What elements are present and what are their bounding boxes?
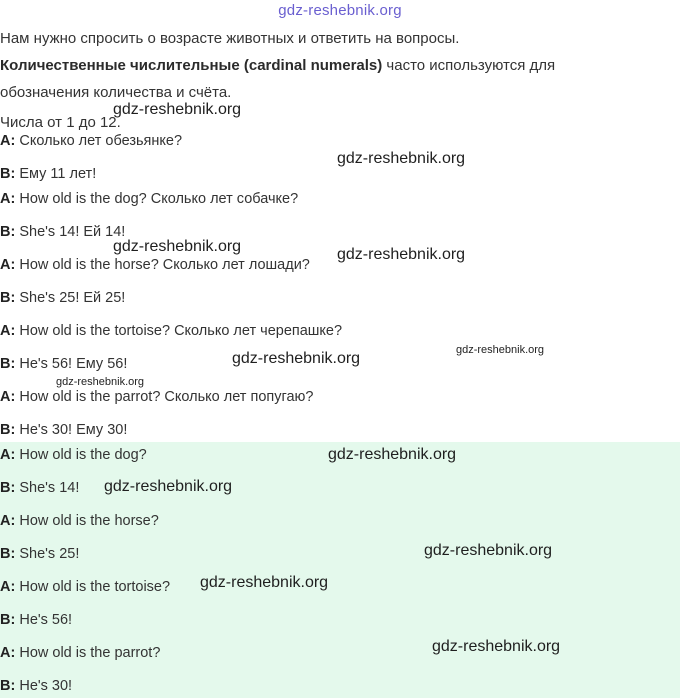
speaker-label: B: [0,224,16,240]
speaker-label: A: [0,579,16,595]
speaker-label: A: [0,257,16,273]
line-text: He's 56! Ему 56! [15,356,128,372]
line-text: How old is the dog? Сколько лет собачке? [15,191,299,207]
answer-line [0,447,147,463]
watermark: gdz-reshebnik.org [113,101,242,118]
speaker-label: B: [0,612,16,628]
line-text: He's 30! Ему 30! [15,422,128,438]
answer-line [0,579,170,595]
speaker-label: A: [0,191,16,207]
watermark: gdz-reshebnik.org [200,574,329,591]
example-line [0,133,182,149]
watermark: gdz-reshebnik.org [432,638,561,655]
line-text: How old is the tortoise? Сколько лет черепашке? [15,323,343,339]
speaker-label: A: [0,389,16,405]
speaker-label: B: [0,422,16,438]
speaker-label: A: [0,513,16,529]
watermark: gdz-reshebnik.org [424,542,553,559]
watermark: gdz-reshebnik.org [328,446,457,463]
speaker-label: A: [0,323,16,339]
line-text: Сколько лет обезьянке? [15,133,183,149]
watermark: gdz-reshebnik.org [232,350,361,367]
line-text: Ему 11 лет! [15,166,97,182]
site-header-link[interactable]: gdz-reshebnik.org [278,2,402,19]
intro-line-1: Нам нужно спросить о возрасте животных и ответить на вопросы. [0,30,460,47]
answer-line [0,612,72,628]
watermark: gdz-reshebnik.org [456,344,545,356]
watermark: gdz-reshebnik.org [56,376,145,388]
speaker-label: B: [0,356,16,372]
example-line [0,191,298,207]
example-line [0,290,125,306]
speaker-label: A: [0,645,16,661]
line-text: How old is the parrot? [15,645,161,661]
intro-line-4: Числа от 1 до 12. [0,114,121,131]
speaker-label: B: [0,678,16,694]
watermark: gdz-reshebnik.org [337,246,466,263]
example-line [0,166,96,182]
example-line [0,356,127,372]
line-text: She's 25! Ей 25! [15,290,126,306]
line-text: He's 56! [15,612,73,628]
line-text: She's 14! [15,480,80,496]
intro-line-3: обозначения количества и счёта. [0,84,232,101]
example-line [0,422,127,438]
line-text: She's 14! Ей 14! [15,224,126,240]
intro-line-2-rest: часто используются для [382,57,556,74]
answer-line [0,513,159,529]
intro-bold-term: Количественные числительные (cardinal numerals) [0,57,383,74]
watermark: gdz-reshebnik.org [337,150,466,167]
line-text: How old is the parrot? Сколько лет попугаю? [15,389,314,405]
line-text: She's 25! [15,546,80,562]
example-line [0,224,125,240]
speaker-label: A: [0,447,16,463]
line-text: How old is the tortoise? [15,579,171,595]
answer-line [0,645,160,661]
line-text: How old is the horse? Сколько лет лошади? [15,257,310,273]
speaker-label: B: [0,166,16,182]
line-text: He's 30! [15,678,73,694]
example-line [0,389,313,405]
answer-line [0,678,72,694]
answer-line [0,480,79,496]
line-text: How old is the horse? [15,513,159,529]
example-line [0,257,310,273]
example-line [0,323,342,339]
speaker-label: A: [0,133,16,149]
speaker-label: B: [0,480,16,496]
intro-line-2 [0,57,555,74]
speaker-label: B: [0,546,16,562]
speaker-label: B: [0,290,16,306]
answer-line [0,546,79,562]
watermark: gdz-reshebnik.org [104,478,233,495]
line-text: How old is the dog? [15,447,147,463]
watermark: gdz-reshebnik.org [113,238,242,255]
